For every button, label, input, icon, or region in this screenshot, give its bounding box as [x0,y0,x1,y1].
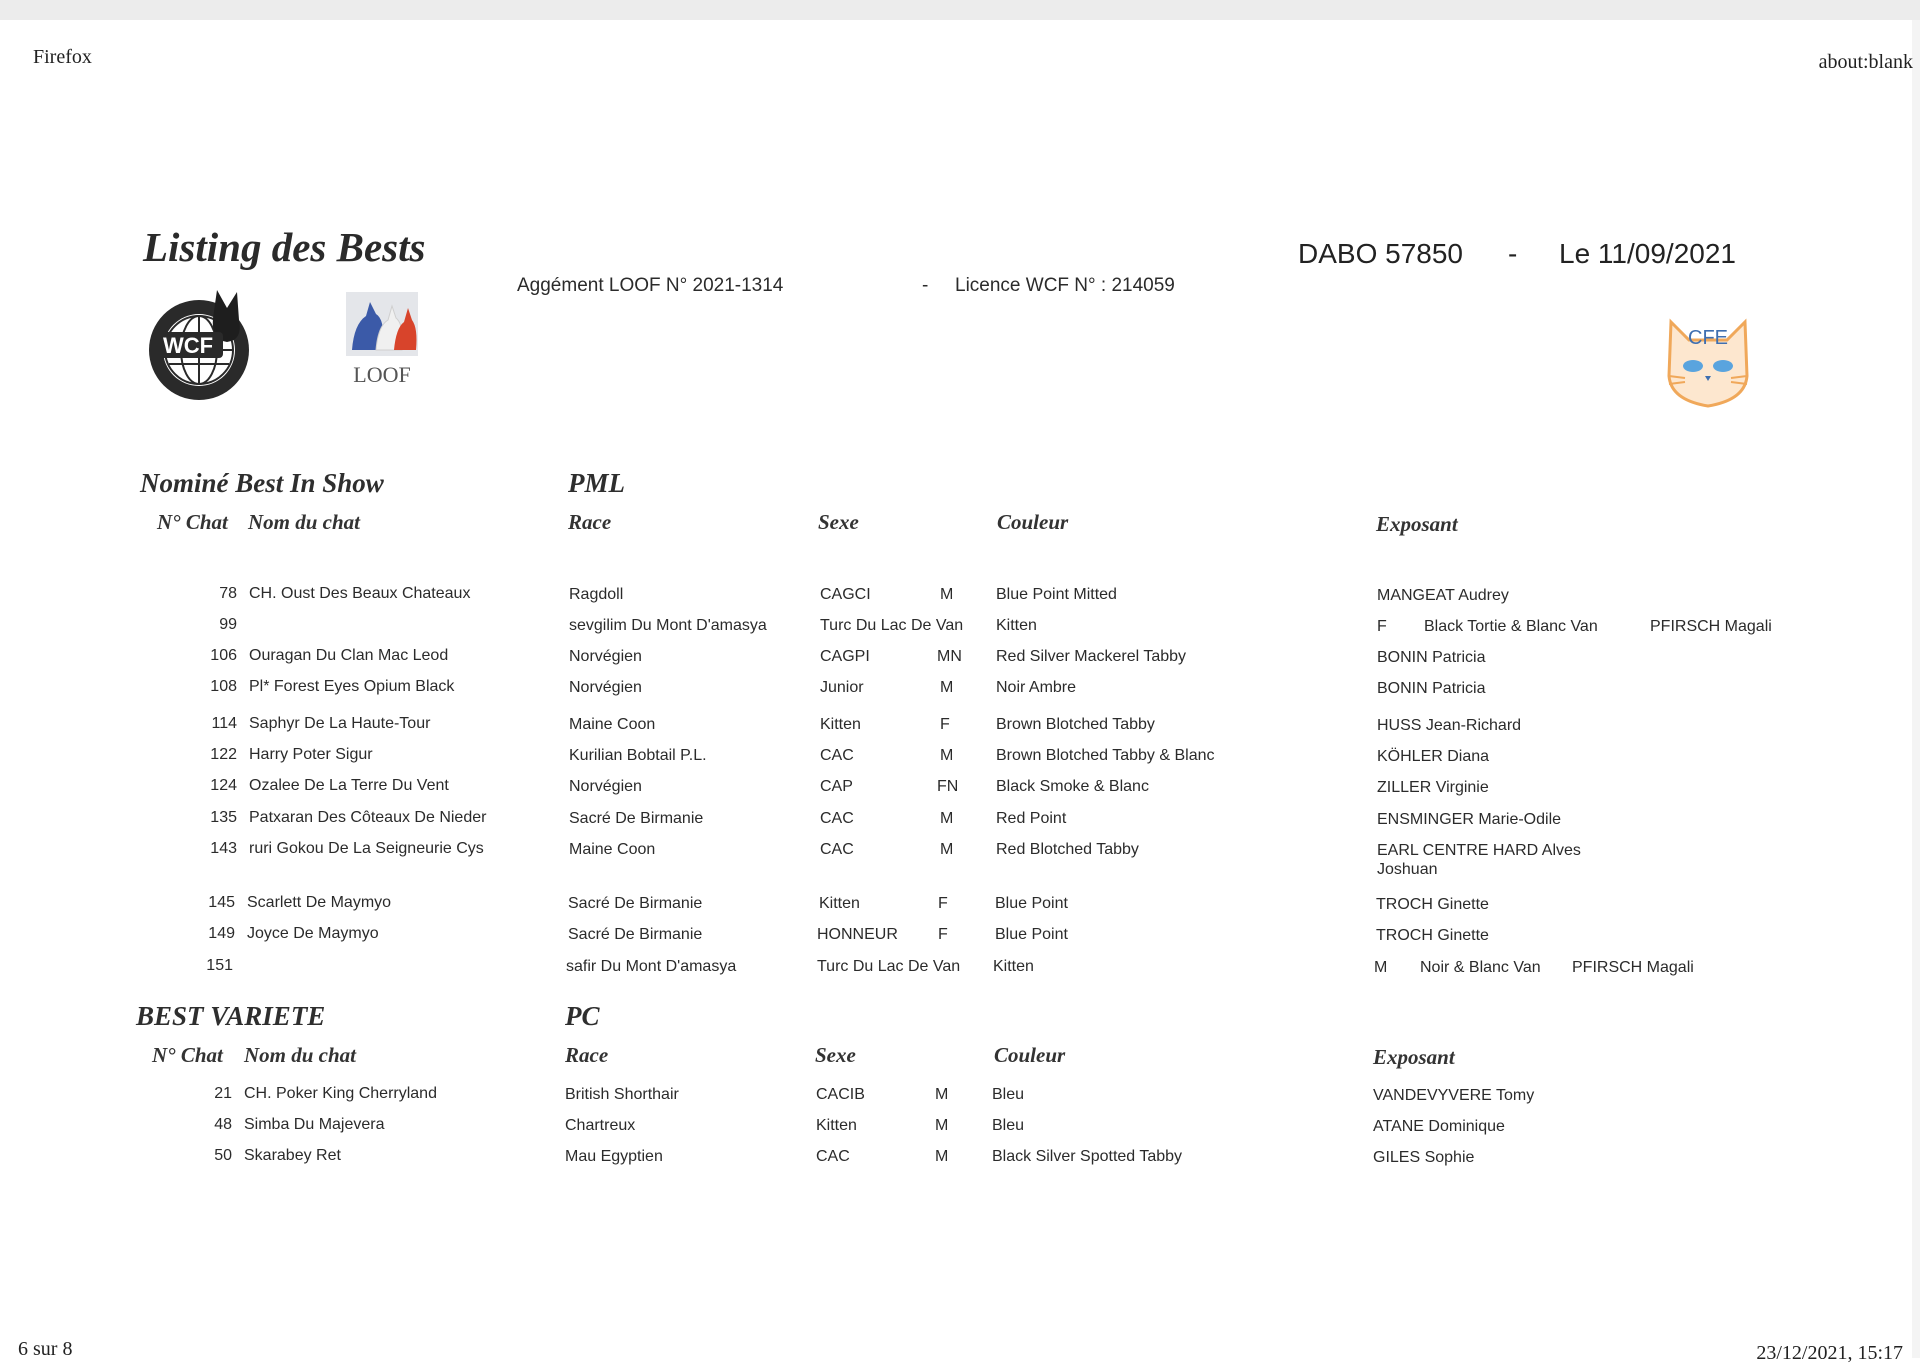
cat-couleur: Black Silver Spotted Tabby [992,1148,1183,1165]
cat-couleur: Brown Blotched Tabby & Blanc [996,747,1215,764]
cat-couleur: Blue Point Mitted [996,586,1117,603]
col-header-race: Race [565,1043,609,1067]
cat-name: Simba Du Majevera [244,1116,385,1133]
cat-exposant: VANDEVYVERE Tomy [1373,1087,1535,1104]
col-header-exposant: Exposant [1376,512,1458,536]
cat-number: 50 [214,1147,232,1164]
col-header-sexe: Sexe [818,510,859,534]
cat-race: safir Du Mont D'amasya [566,958,737,975]
cat-number: 149 [208,925,235,942]
cat-exposant: TROCH Ginette [1376,896,1489,913]
cat-couleur: Red Silver Mackerel Tabby [996,648,1187,665]
cat-number: 143 [210,840,237,857]
cat-classe: HONNEUR [817,926,898,943]
cat-race: Norvégien [569,679,642,696]
cat-exposant: GILES Sophie [1373,1149,1475,1166]
cat-number: 78 [219,585,237,602]
cat-classe: CAC [820,841,854,858]
cat-exposant: HUSS Jean-Richard [1377,717,1522,734]
show-date: Le 11/09/2021 [1559,238,1736,269]
licence-wcf: Licence WCF N° : 214059 [955,275,1175,296]
cat-name: Ouragan Du Clan Mac Leod [249,647,449,664]
cat-race: Sacré De Birmanie [568,926,703,943]
cat-exposant: EARL CENTRE HARD Alves [1377,842,1581,859]
col-header-exposant: Exposant [1373,1045,1455,1069]
cat-classe: Junior [820,679,864,696]
cat-race: Kurilian Bobtail P.L. [569,747,707,764]
cat-race: Maine Coon [569,841,656,858]
cat-couleur: Bleu [992,1086,1025,1103]
cat-number: 124 [210,777,237,794]
agrement-loof: Aggément LOOF N° 2021-1314 [517,275,784,296]
cat-number: 114 [211,715,237,732]
cat-race: Norvégien [569,648,642,665]
cat-couleur: Bleu [992,1117,1025,1134]
cat-sexe: M [940,747,954,764]
col-header-name: Nom du chat [244,1043,357,1067]
cat-classe: Kitten [816,1117,857,1134]
col-header-couleur: Couleur [997,510,1069,534]
cat-sexe: MN [937,648,962,665]
cat-sexe: M [935,1148,949,1165]
cat-race: Ragdoll [569,586,624,603]
section1-category: PML [568,468,625,498]
cat-number: 21 [214,1085,232,1102]
cat-exposant: ZILLER Virginie [1377,779,1489,796]
cat-race: British Shorthair [565,1086,679,1103]
loof-logo [342,290,422,396]
cat-exposant: BONIN Patricia [1377,680,1486,697]
section2-category: PC [565,1001,600,1031]
cat-sexe: F [940,716,950,733]
cat-number: 145 [208,894,235,911]
cat-sexe: M [940,586,954,603]
cat-couleur: Kitten [996,617,1037,634]
cat-couleur: Red Point [996,810,1067,827]
print-datetime: 23/12/2021, 15:17 [1756,1342,1903,1364]
cat-sexe: F [938,895,948,912]
cat-couleur: Noir Ambre [996,679,1077,696]
cat-exposant: MANGEAT Audrey [1377,587,1509,604]
date-dash: - [1508,238,1518,269]
cat-name: CH. Oust Des Beaux Chateaux [249,585,471,602]
browser-app-name: Firefox [33,46,92,68]
cat-classe: Turc Du Lac De Van [820,617,964,634]
page-number: 6 sur 8 [18,1338,73,1360]
col-header-couleur: Couleur [994,1043,1066,1067]
cat-classe: CACIB [816,1086,865,1103]
cat-extra-couleur: Noir & Blanc Van [1420,959,1541,976]
cat-exposant: M [1374,959,1388,976]
cat-classe: CAC [816,1148,850,1165]
cat-number: 48 [214,1116,232,1133]
cat-extra-exposant: PFIRSCH Magali [1650,618,1772,635]
col-header-num: N° Chat [152,1043,223,1067]
cfe-logo [1665,316,1751,410]
cat-name: Joyce De Maymyo [247,925,379,942]
wcf-logo-text: WCF [162,333,214,358]
section1-title: Nominé Best In Show [140,468,384,498]
cat-number: 151 [206,957,233,974]
cat-race: Sacré De Birmanie [569,810,704,827]
document-title: Listing des Bests [143,224,426,270]
cat-couleur: Red Blotched Tabby [996,841,1139,858]
cat-classe: CAGCI [820,586,871,603]
cat-couleur: Blue Point [995,895,1068,912]
cat-classe: CAGPI [820,648,870,665]
cat-exposant: BONIN Patricia [1377,649,1486,666]
cat-number: 108 [210,678,237,695]
cat-classe: Kitten [819,895,860,912]
cfe-logo-text: CFE [1688,327,1728,349]
cat-exposant: KÖHLER Diana [1377,748,1490,765]
col-header-race: Race [568,510,612,534]
col-header-sexe: Sexe [815,1043,856,1067]
col-header-num: N° Chat [157,510,228,534]
cat-couleur: Blue Point [995,926,1068,943]
cat-couleur: Brown Blotched Tabby [996,716,1155,733]
cat-name: Skarabey Ret [244,1147,341,1164]
cat-couleur: Black Smoke & Blanc [996,778,1149,795]
cat-sexe: M [935,1086,949,1103]
cat-number: 99 [219,616,237,633]
cat-race: Norvégien [569,778,642,795]
wcf-logo [143,288,259,404]
cat-name: Harry Poter Sigur [249,746,373,763]
header-dash: - [922,275,929,296]
cat-classe: CAC [820,747,854,764]
cat-number: 135 [210,809,237,826]
cat-sexe: M [940,679,954,696]
cat-exposant: F [1377,618,1387,635]
cat-couleur: Kitten [993,958,1034,975]
cat-exposant: ATANE Dominique [1373,1118,1505,1135]
cat-sexe: M [940,841,954,858]
cat-name: Pl* Forest Eyes Opium Black [249,678,455,695]
cat-name: Scarlett De Maymyo [247,894,392,911]
page-edge [1912,20,1920,1358]
cat-classe: CAP [820,778,853,795]
cat-extra-exposant: PFIRSCH Magali [1572,959,1694,976]
cat-name: Saphyr De La Haute-Tour [249,715,431,732]
cat-exposant-line2: Joshuan [1377,861,1438,878]
cat-classe: CAC [820,810,854,827]
cat-sexe: FN [937,778,959,795]
cat-exposant: TROCH Ginette [1376,927,1489,944]
browser-url: about:blank [1818,51,1913,73]
top-band [0,0,1920,20]
cat-race: Maine Coon [569,716,656,733]
cat-exposant: ENSMINGER Marie-Odile [1377,811,1562,828]
cat-classe: Turc Du Lac De Van [817,958,961,975]
cat-race: Mau Egyptien [565,1148,663,1165]
loof-logo-text: LOOF [353,362,411,387]
cat-sexe: F [938,926,948,943]
show-location: DABO 57850 [1298,238,1463,269]
cat-number: 122 [210,746,237,763]
col-header-name: Nom du chat [248,510,361,534]
cat-extra-couleur: Black Tortie & Blanc Van [1424,618,1598,635]
cat-number: 106 [210,647,237,664]
cat-race: Sacré De Birmanie [568,895,703,912]
cat-sexe: M [935,1117,949,1134]
cat-name: ruri Gokou De La Seigneurie Cys [249,840,484,857]
cat-name: Ozalee De La Terre Du Vent [249,777,449,794]
cat-race: Chartreux [565,1117,636,1134]
cat-name: CH. Poker King Cherryland [244,1085,437,1102]
cat-classe: Kitten [820,716,861,733]
cat-race: sevgilim Du Mont D'amasya [569,617,767,634]
cat-name: Patxaran Des Côteaux De Nieder [249,809,487,826]
cat-sexe: M [940,810,954,827]
section2-title: BEST VARIETE [136,1001,326,1031]
